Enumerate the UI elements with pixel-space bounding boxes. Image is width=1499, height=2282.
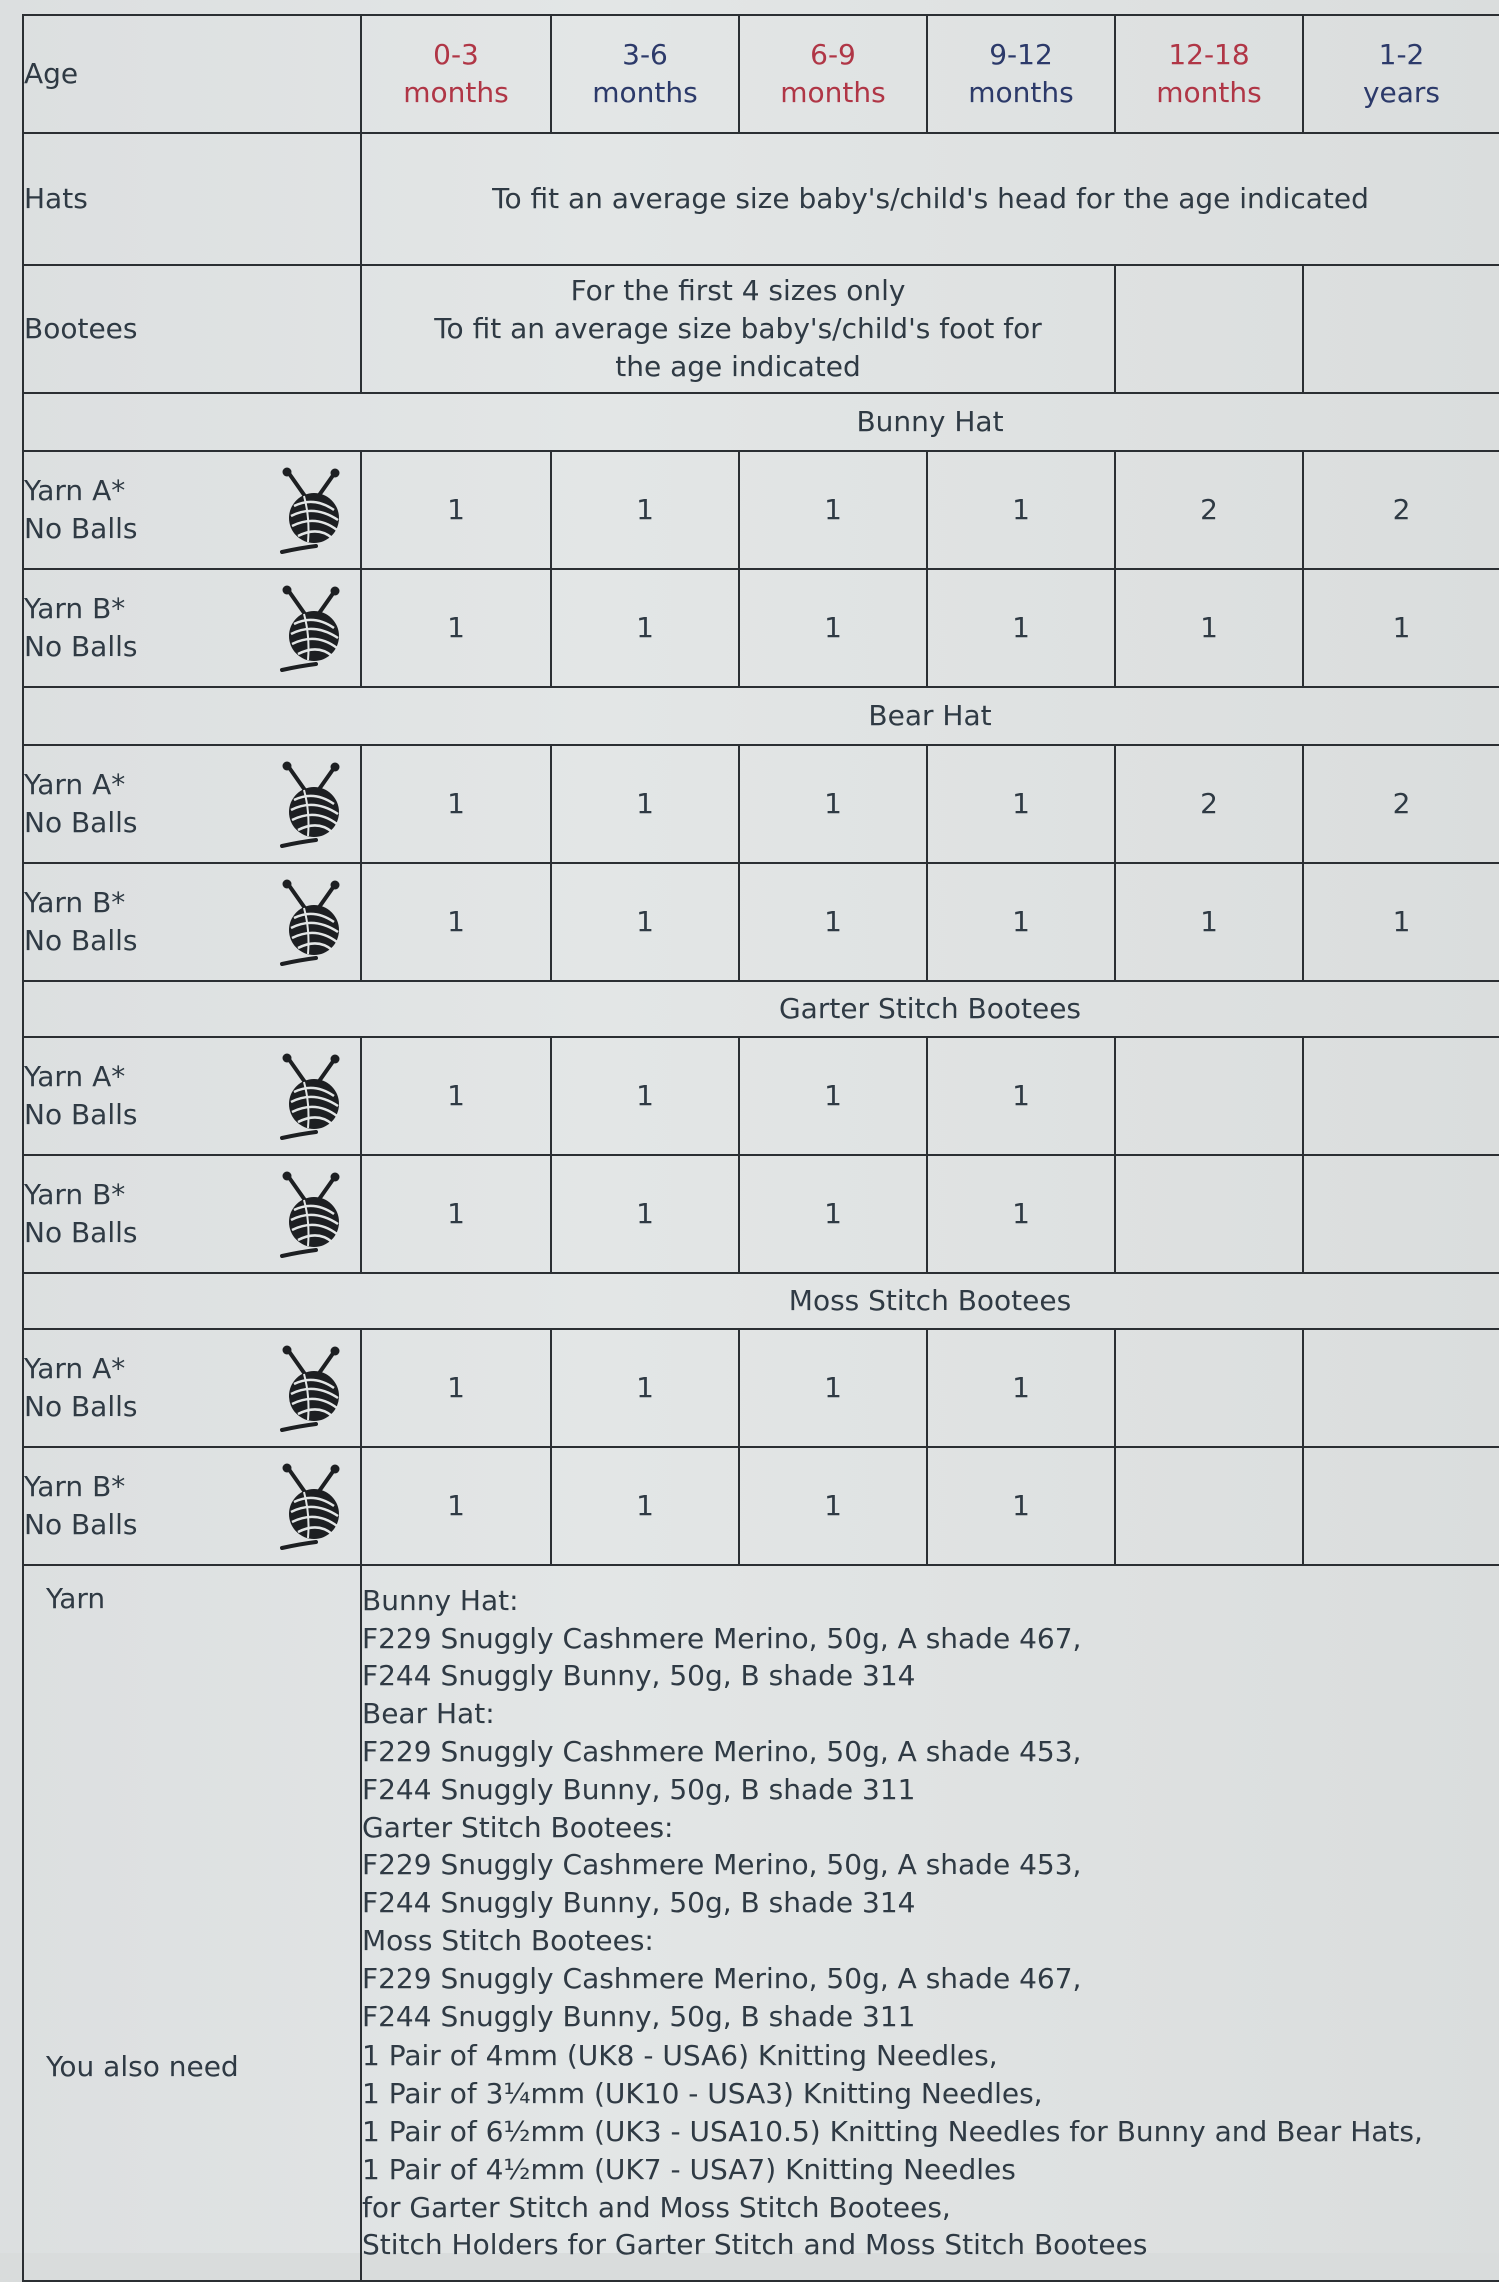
- bootees-line-1: For the first 4 sizes only: [570, 274, 906, 307]
- ball-count: 1: [739, 1037, 927, 1155]
- age-row: [23, 15, 1499, 133]
- bootees-empty-cell: [1115, 265, 1303, 393]
- section-title: Garter Stitch Bootees: [361, 981, 1499, 1037]
- bear-yarn-b-row: [23, 863, 1499, 981]
- yarn-line: F244 Snuggly Bunny, 50g, B shade 314: [362, 1659, 916, 1693]
- ball-count: [1115, 1329, 1303, 1447]
- yarn-line: F229 Snuggly Cashmere Merino, 50g, A shade 467,: [362, 1621, 1082, 1655]
- yarn-ball-needles-icon: [274, 1462, 346, 1550]
- ball-count: [1303, 1447, 1499, 1565]
- bootees-line-3: the age indicated: [615, 350, 861, 383]
- ball-count: 1: [927, 1447, 1115, 1565]
- ball-count: 1: [739, 745, 927, 863]
- bootees-empty-cell: [1303, 265, 1499, 393]
- ball-count: 1: [1303, 569, 1499, 687]
- need-line: 1 Pair of 6½mm (UK3 - USA10.5) Knitting Needles for Bunny and Bear Hats,: [362, 2114, 1423, 2148]
- section-row-moss-stitch-bootees: [23, 1273, 1499, 1329]
- yarn-ball-needles-icon: [274, 1344, 346, 1432]
- yarn-line: Garter Stitch Bootees:: [362, 1810, 674, 1844]
- ball-count: [1303, 1037, 1499, 1155]
- ball-count: 1: [927, 451, 1115, 569]
- yarn-ball-needles-icon: [274, 1170, 346, 1258]
- hats-label: Hats: [23, 133, 361, 265]
- yarn-details: [361, 1565, 1499, 2281]
- moss-yarn-b-row: [23, 1447, 1499, 1565]
- size-bottom: months: [403, 76, 509, 109]
- size-top: 1-2: [1378, 38, 1425, 72]
- yarn-ball-needles-icon: [274, 584, 346, 672]
- section-title: Bear Hat: [361, 687, 1499, 745]
- yarn-line: Bear Hat:: [362, 1697, 495, 1731]
- ball-count: 1: [551, 1329, 739, 1447]
- yarn-b-label: Yarn B* No Balls: [23, 1155, 361, 1273]
- ball-count: 1: [551, 451, 739, 569]
- section-spacer: [23, 1273, 361, 1329]
- ball-count: [1115, 1447, 1303, 1565]
- yarn-line: Bunny Hat:: [362, 1583, 519, 1617]
- ball-count: 2: [1115, 451, 1303, 569]
- yarn-label: Yarn: [46, 1582, 106, 1615]
- section-row-bear-hat: [23, 687, 1499, 745]
- ball-count: 1: [739, 569, 927, 687]
- yarn-line: F229 Snuggly Cashmere Merino, 50g, A shade 467,: [362, 1961, 1082, 1995]
- bootees-label: Bootees: [23, 265, 361, 393]
- section-title: Moss Stitch Bootees: [361, 1273, 1499, 1329]
- ball-count: [1115, 1037, 1303, 1155]
- need-line: for Garter Stitch and Moss Stitch Bootees,: [362, 2190, 951, 2224]
- ball-count: 1: [927, 569, 1115, 687]
- ball-count: 1: [739, 1155, 927, 1273]
- need-line: 1 Pair of 3¼mm (UK10 - USA3) Knitting Needles,: [362, 2077, 1043, 2111]
- yarn-b-label: Yarn B* No Balls: [23, 1447, 361, 1565]
- yarn-ball-needles-icon: [274, 466, 346, 554]
- yarn-line: Moss Stitch Bootees:: [362, 1924, 654, 1957]
- section-spacer: [23, 687, 361, 745]
- ball-count: 2: [1303, 451, 1499, 569]
- ball-count: 1: [927, 863, 1115, 981]
- yarn-a-label: Yarn A* No Balls: [23, 1037, 361, 1155]
- section-row-garter-stitch-bootees: [23, 981, 1499, 1037]
- size-3-6: [551, 15, 739, 133]
- ball-count: [1303, 1155, 1499, 1273]
- ball-count: 1: [361, 1447, 551, 1565]
- ball-count: 1: [551, 1037, 739, 1155]
- ball-count: 1: [361, 1037, 551, 1155]
- ball-count: 1: [551, 1155, 739, 1273]
- ball-count: 1: [927, 745, 1115, 863]
- section-row-bunny-hat: [23, 393, 1499, 451]
- age-label: Age: [23, 15, 361, 133]
- ball-count: 1: [361, 863, 551, 981]
- also-need-list: [362, 2037, 1499, 2264]
- yarn-a-label: Yarn A* No Balls: [23, 1329, 361, 1447]
- yarn-a-label: Yarn A* No Balls: [23, 745, 361, 863]
- size-top: 3-6: [622, 38, 668, 72]
- size-top: 12-18: [1168, 38, 1250, 72]
- size-bottom: months: [780, 76, 886, 109]
- bear-yarn-a-row: [23, 745, 1499, 863]
- ball-count: 1: [739, 1329, 927, 1447]
- ball-count: 1: [739, 1447, 927, 1565]
- size-top: 6-9: [810, 38, 856, 72]
- size-1-2: [1303, 15, 1499, 133]
- yarn-a-label: Yarn A* No Balls: [23, 451, 361, 569]
- size-0-3: [361, 15, 551, 133]
- ball-count: 1: [739, 863, 927, 981]
- size-top: 9-12: [989, 38, 1053, 72]
- bootees-line-2: To fit an average size baby's/child's foot for: [434, 312, 1042, 345]
- yarn-b-label: Yarn B* No Balls: [23, 863, 361, 981]
- ball-count: 1: [551, 569, 739, 687]
- size-6-9: [739, 15, 927, 133]
- ball-count: 1: [1303, 863, 1499, 981]
- need-line: 1 Pair of 4½mm (UK7 - USA7) Knitting Needles: [362, 2152, 1016, 2186]
- bunny-yarn-a-row: [23, 451, 1499, 569]
- ball-count: 1: [361, 451, 551, 569]
- yarn-ball-needles-icon: [274, 878, 346, 966]
- knitting-pattern-table: [22, 14, 1499, 2282]
- ball-count: 2: [1303, 745, 1499, 863]
- hats-fit-text: To fit an average size baby's/child's head for the age indicated: [361, 133, 1499, 265]
- yarn-line: F244 Snuggly Bunny, 50g, B shade 314: [362, 1886, 916, 1920]
- ball-count: [1115, 1155, 1303, 1273]
- bunny-yarn-b-row: [23, 569, 1499, 687]
- ball-count: 1: [927, 1037, 1115, 1155]
- ball-count: 2: [1115, 745, 1303, 863]
- yarn-info-labels: [23, 1565, 361, 2281]
- section-title: Bunny Hat: [361, 393, 1499, 451]
- size-top: 0-3: [433, 38, 479, 72]
- size-bottom: months: [968, 76, 1074, 109]
- section-spacer: [23, 981, 361, 1037]
- bootees-fit-text: [361, 265, 1115, 393]
- bootees-row: [23, 265, 1499, 393]
- garter-yarn-b-row: [23, 1155, 1499, 1273]
- hats-row: [23, 133, 1499, 265]
- ball-count: 1: [927, 1329, 1115, 1447]
- ball-count: 1: [551, 1447, 739, 1565]
- ball-count: 1: [927, 1155, 1115, 1273]
- yarn-b-label: Yarn B* No Balls: [23, 569, 361, 687]
- ball-count: 1: [361, 1329, 551, 1447]
- ball-count: 1: [1115, 863, 1303, 981]
- garter-yarn-a-row: [23, 1037, 1499, 1155]
- yarn-ball-needles-icon: [274, 1052, 346, 1140]
- yarn-info-row: [23, 1565, 1499, 2281]
- need-line: Stitch Holders for Garter Stitch and Moss Stitch Bootees: [362, 2228, 1148, 2262]
- yarn-line: F244 Snuggly Bunny, 50g, B shade 311: [362, 1772, 916, 1806]
- ball-count: [1303, 1329, 1499, 1447]
- ball-count: 1: [739, 451, 927, 569]
- ball-count: 1: [361, 1155, 551, 1273]
- size-bottom: months: [1156, 76, 1262, 109]
- yarn-line: F244 Snuggly Bunny, 50g, B shade 311: [362, 1999, 916, 2033]
- size-bottom: years: [1362, 76, 1441, 109]
- size-9-12: [927, 15, 1115, 133]
- yarn-ball-needles-icon: [274, 760, 346, 848]
- size-bottom: months: [592, 76, 698, 109]
- size-12-18: [1115, 15, 1303, 133]
- ball-count: 1: [551, 863, 739, 981]
- ball-count: 1: [361, 569, 551, 687]
- ball-count: 1: [361, 745, 551, 863]
- also-need-label: You also need: [46, 2050, 239, 2083]
- ball-count: 1: [1115, 569, 1303, 687]
- yarn-line: F229 Snuggly Cashmere Merino, 50g, A shade 453,: [362, 1735, 1082, 1769]
- ball-count: 1: [551, 745, 739, 863]
- section-spacer: [23, 393, 361, 451]
- moss-yarn-a-row: [23, 1329, 1499, 1447]
- need-line: 1 Pair of 4mm (UK8 - USA6) Knitting Needles,: [362, 2039, 998, 2073]
- yarn-line: F229 Snuggly Cashmere Merino, 50g, A shade 453,: [362, 1848, 1082, 1882]
